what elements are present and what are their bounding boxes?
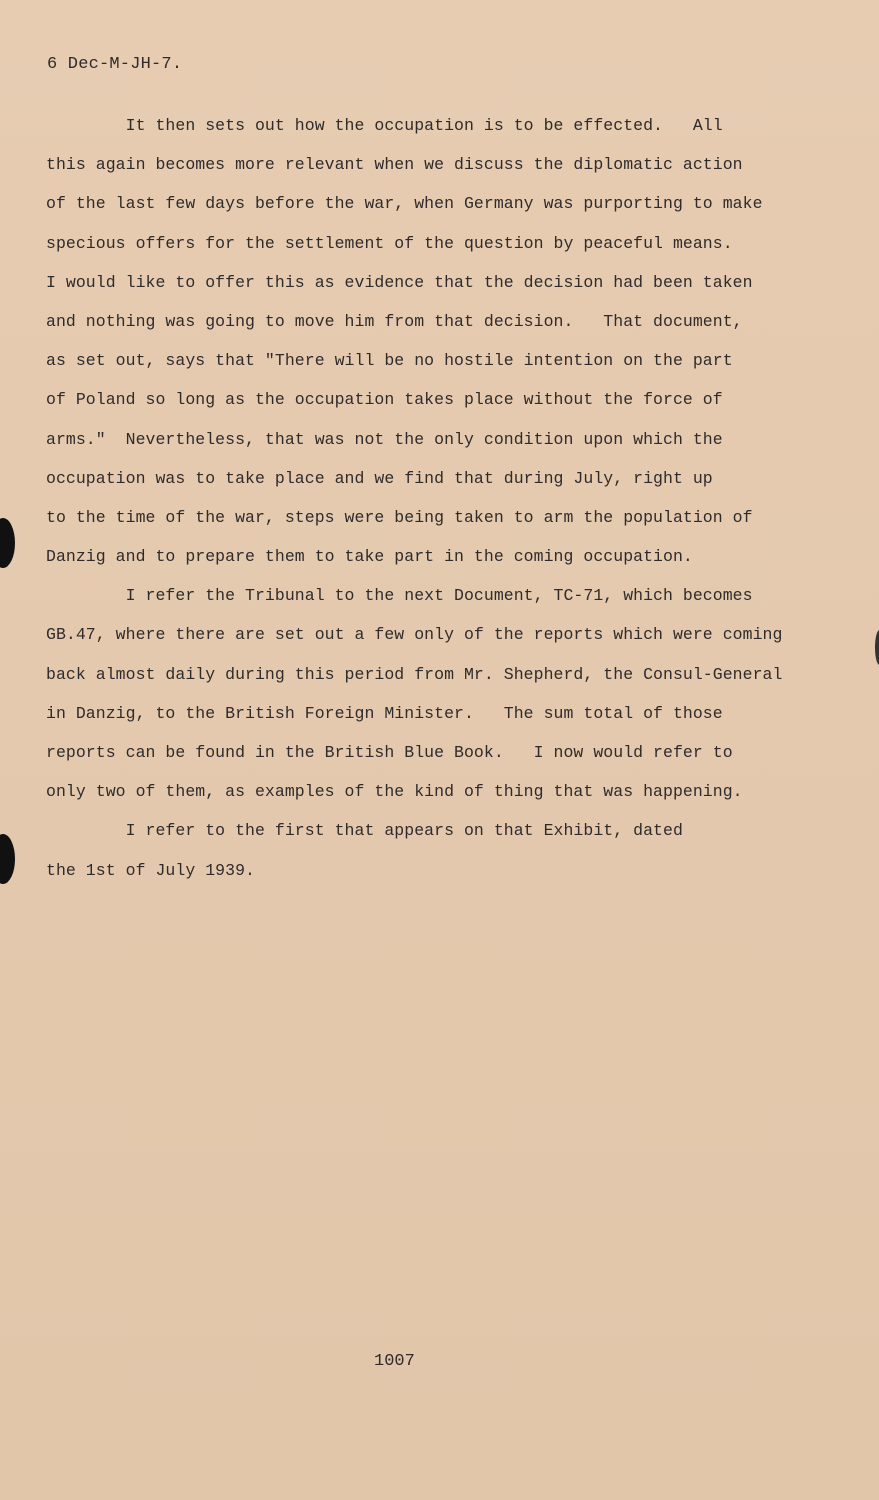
body-line: I refer the Tribunal to the next Document, TC-71, which becomes (46, 586, 753, 606)
body-line: arms." Nevertheless, that was not the only condition upon which the (46, 429, 723, 449)
punch-hole-bottom (0, 834, 15, 884)
body-line: occupation was to take place and we find that during July, right up (46, 468, 713, 488)
edge-mark (875, 630, 879, 665)
body-line: to the time of the war, steps were being taken to arm the population of (46, 507, 753, 527)
body-line: in Danzig, to the British Foreign Minister. The sum total of those (46, 703, 723, 723)
body-line: specious offers for the settlement of the question by peaceful means. (46, 233, 733, 253)
body-line: I would like to offer this as evidence that the decision had been taken (46, 272, 753, 292)
document-body (46, 106, 783, 890)
body-line: of the last few days before the war, when Germany was purporting to make (46, 194, 763, 214)
body-line: the 1st of July 1939. (46, 860, 255, 880)
body-line: only two of them, as examples of the kind of thing that was happening. (46, 782, 743, 802)
body-line: as set out, says that "There will be no hostile intention on the part (46, 351, 733, 371)
body-line: I refer to the first that appears on that Exhibit, dated (46, 821, 683, 841)
body-line: this again becomes more relevant when we discuss the diplomatic action (46, 155, 743, 175)
body-line: Danzig and to prepare them to take part in the coming occupation. (46, 547, 693, 567)
document-header: 6 Dec-M-JH-7. (47, 55, 183, 74)
punch-hole-top (0, 518, 15, 568)
body-line: back almost daily during this period from Mr. Shepherd, the Consul-General (46, 664, 783, 684)
body-line: and nothing was going to move him from that decision. That document, (46, 311, 743, 331)
body-line: It then sets out how the occupation is to be effected. All (46, 116, 723, 135)
page-number: 1007 (374, 1352, 415, 1371)
body-line: of Poland so long as the occupation takes place without the force of (46, 390, 723, 410)
body-line: reports can be found in the British Blue Book. I now would refer to (46, 743, 733, 762)
body-line: GB.47, where there are set out a few only of the reports which were coming (46, 625, 783, 645)
